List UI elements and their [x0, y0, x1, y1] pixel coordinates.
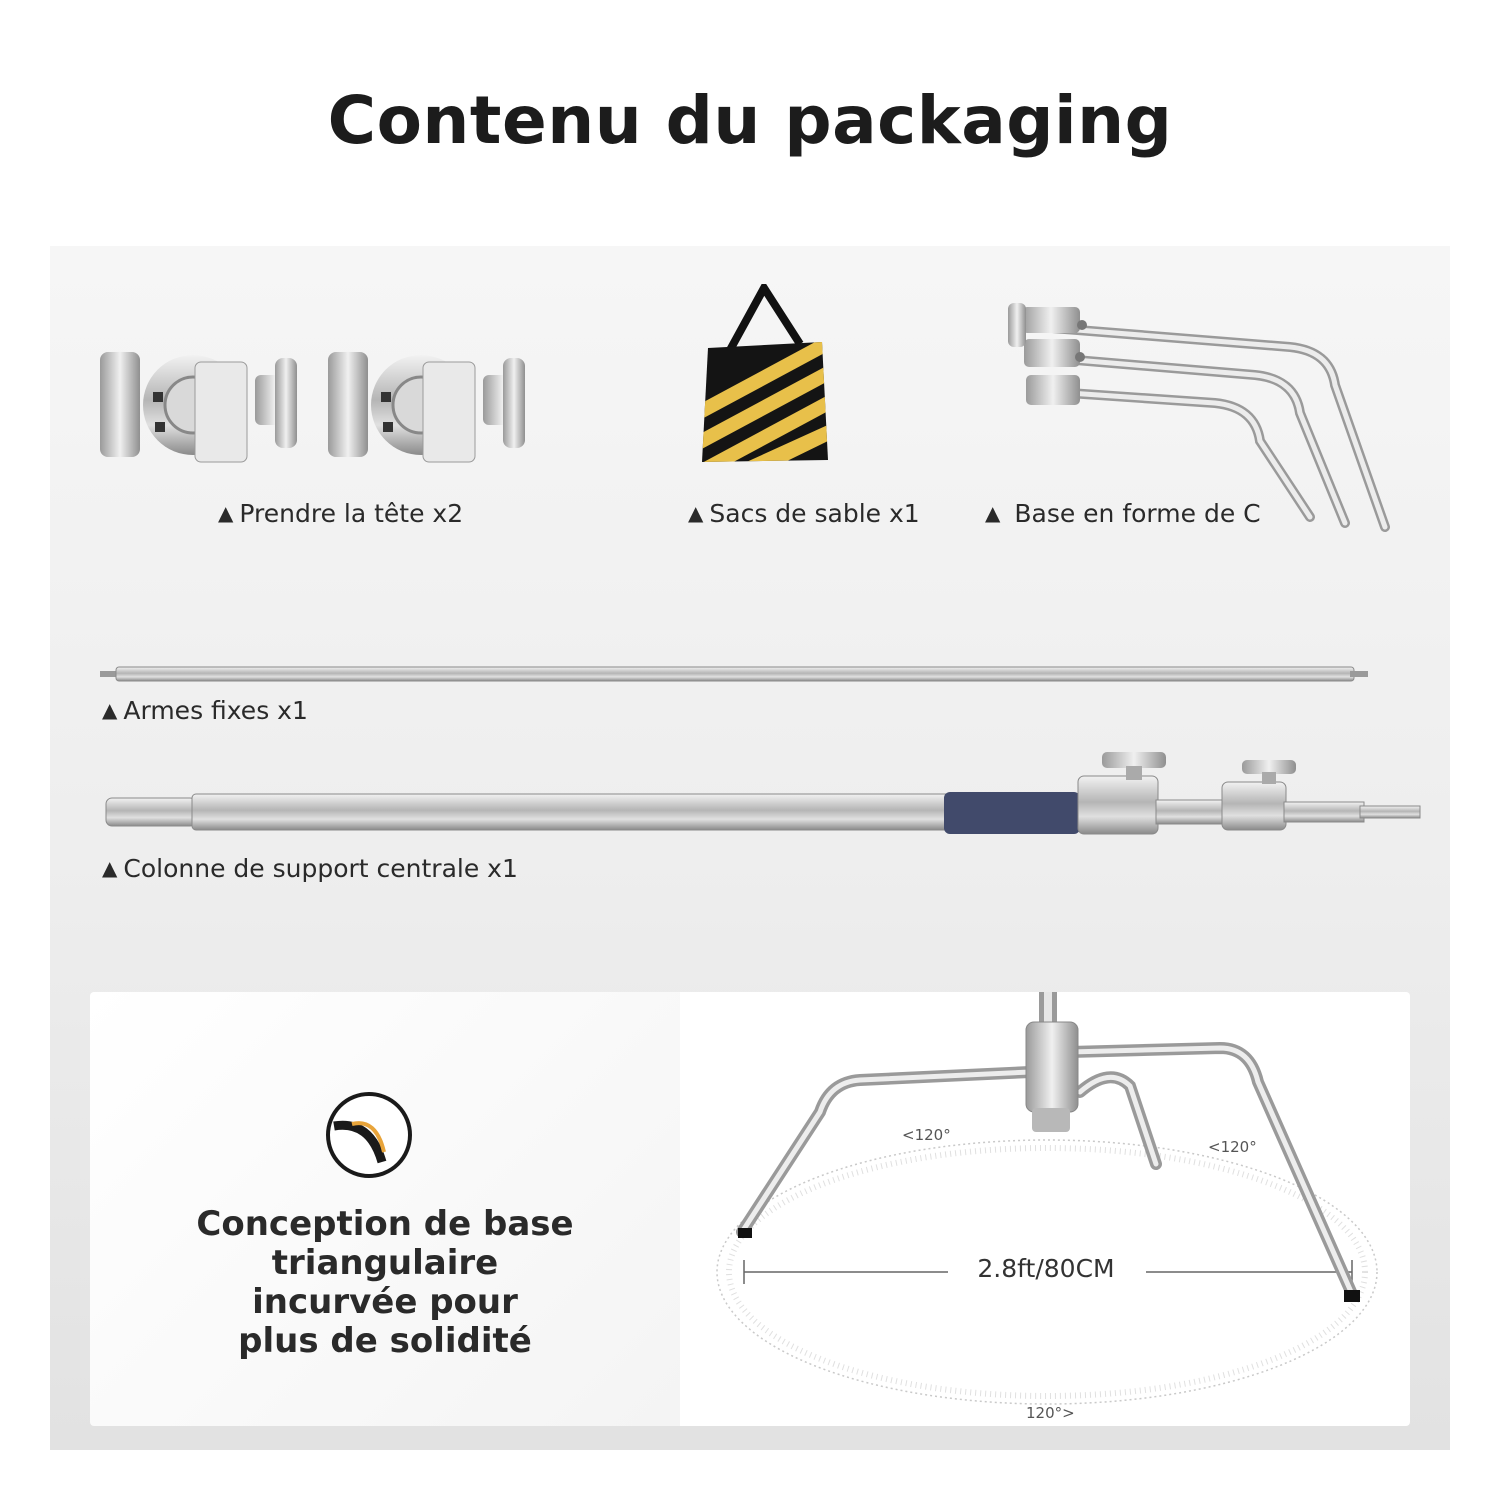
feature-description: Conception de base triangulaire incurvée pour plus de solidité: [196, 1204, 574, 1361]
diameter-label: 2.8ft/80CM: [948, 1254, 1144, 1283]
grip-heads-label: ▲ Prendre la tête x2: [218, 499, 464, 528]
triangle-icon: ▲: [102, 698, 118, 722]
center-column-label: ▲ Colonne de support centrale x1: [102, 854, 518, 883]
triangle-icon: ▲: [688, 501, 704, 525]
base-diagram: [680, 992, 1410, 1426]
triangle-icon: ▲: [985, 501, 1001, 525]
page-title: Contenu du packaging: [327, 82, 1173, 159]
curved-tube-icon: [324, 1090, 414, 1180]
fixed-arm-label: ▲ Armes fixes x1: [102, 696, 308, 725]
grip-head-icon: [95, 340, 535, 470]
fixed-arm-icon: [100, 664, 1370, 684]
center-column-icon: [104, 748, 1424, 840]
angle-bottom-label: 120°>: [1026, 1404, 1075, 1422]
triangle-icon: ▲: [218, 501, 234, 525]
sandbag-label: ▲ Sacs de sable x1: [688, 499, 920, 528]
triangle-icon: ▲: [102, 856, 118, 880]
sandbag-icon: [700, 284, 830, 466]
c-base-label: ▲ Base en forme de C: [985, 499, 1261, 528]
angle-right-label: <120°: [1208, 1138, 1257, 1156]
angle-left-label: <120°: [902, 1126, 951, 1144]
